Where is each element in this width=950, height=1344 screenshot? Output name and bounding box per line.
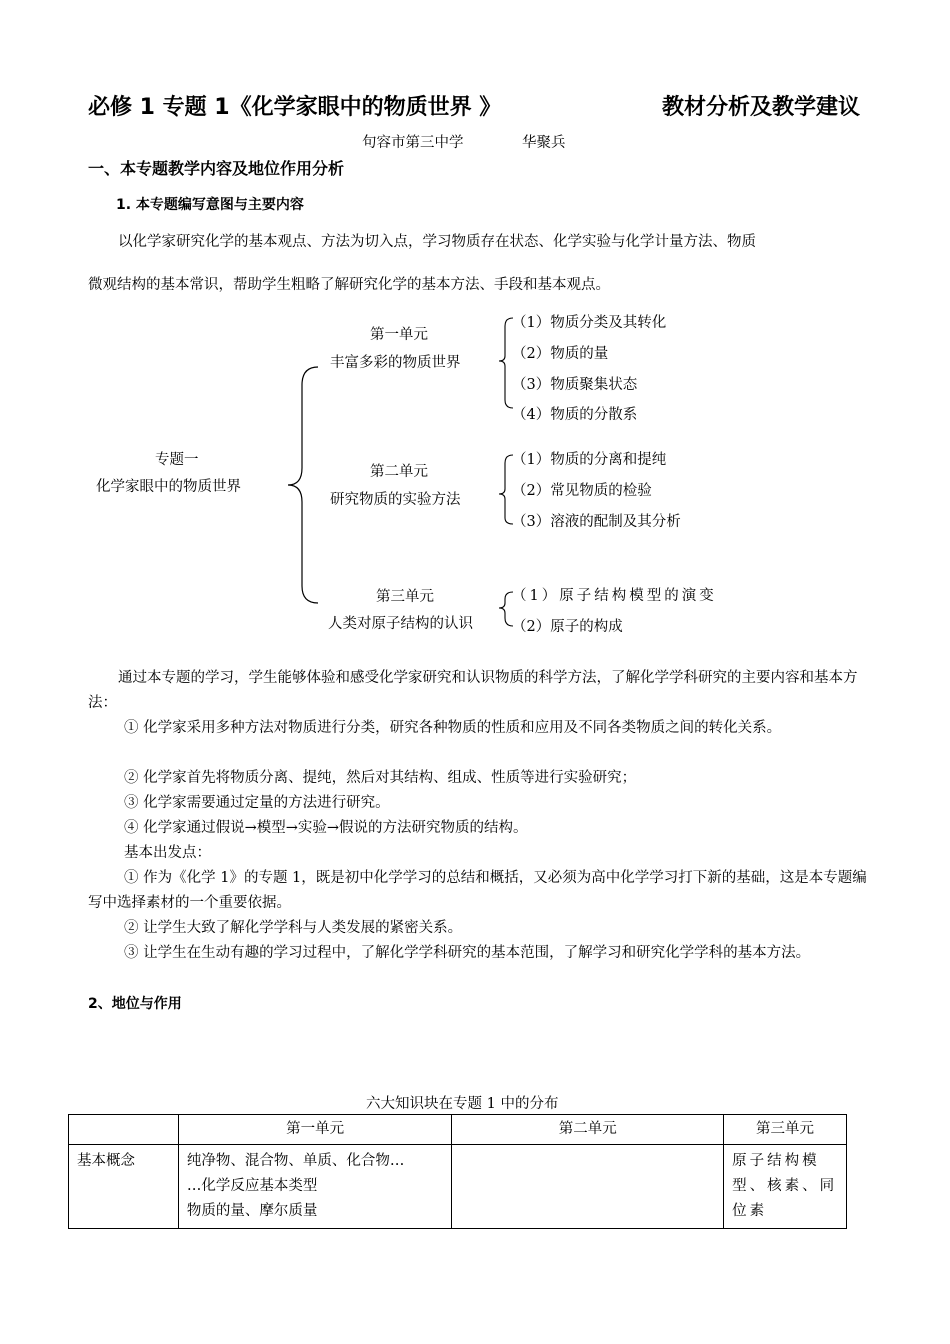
unit-2-item-3-clip (512, 507, 732, 530)
table-header-unit-3: 第三单元 (724, 1115, 847, 1145)
method-item-4: ④ 化学家通过假说→模型→实验→假说的方法研究物质的结构。 (124, 820, 528, 836)
unit-1-item-1: （1）物质分类及其转化 (512, 315, 667, 331)
unit-1-topic: 丰富多彩的物质世界 (330, 355, 461, 371)
table-header-unit-1: 第一单元 (178, 1115, 452, 1145)
unit-2-item-3: （3）溶液的配制及其分析 (512, 514, 681, 530)
method-item-3: ③ 化学家需要通过定量的方法进行研究。 (124, 795, 390, 811)
section-1-heading: 一、本专题教学内容及地位作用分析 (88, 159, 345, 178)
diagram-root-line-1: 专题一 (155, 452, 199, 468)
method-item-1: ① 化学家采用多种方法对物质进行分类，研究各种物质的性质和应用及不同各类物质之间的转化关系。 (124, 720, 782, 736)
row-label: 基本概念 (69, 1145, 179, 1229)
unit-3-topic: 人类对原子结构的认识 (328, 616, 473, 632)
row-unit-1-line-2: …化学反应基本类型 (186, 1178, 318, 1194)
unit-1-item-2: （2）物质的量 (512, 346, 609, 362)
knowledge-distribution-table (68, 1114, 847, 1229)
row-unit-1-line-3: 物质的量、摩尔质量 (186, 1203, 318, 1219)
unit-2-item-1: （1）物质的分离和提纯 (512, 452, 667, 468)
intro-paragraph-line-2: 微观结构的基本常识，帮助学生粗略了解研究化学的基本方法、手段和基本观点。 (88, 277, 610, 293)
unit-2-item-2: （2）常见物质的检验 (512, 483, 652, 499)
section-2-heading: 2、地位与作用 (88, 996, 182, 1012)
intro-paragraph-line-1: 以化学家研究化学的基本观点、方法为切入点，学习物质存在状态、化学实验与化学计量方法、物质 (118, 234, 756, 250)
diagram-root-line-2: 化学家眼中的物质世界 (96, 479, 241, 495)
row-unit-3-cell: 原子结构模型、核素、同位素 (724, 1145, 847, 1229)
subsection-1-heading: 1. 本专题编写意图与主要内容 (116, 197, 304, 213)
unit-1-item-4: （4）物质的分散系 (512, 407, 638, 423)
unit-1-item-4-clip (512, 398, 712, 423)
unit-2-topic: 研究物质的实验方法 (330, 492, 461, 508)
table-header-unit-2: 第二单元 (452, 1115, 724, 1145)
body-paragraph-1: 通过本专题的学习，学生能够体验和感受化学家研究和认识物质的科学方法，了解化学学科研究的主要内容和基本方法： (88, 670, 858, 711)
unit-1-item-3: （3）物质聚集状态 (512, 377, 638, 393)
author-school: 句容市第三中学 (362, 135, 464, 151)
starting-point-2: ② 让学生大致了解化学学科与人类发展的紧密关系。 (124, 920, 463, 936)
author-name: 华聚兵 (522, 135, 566, 151)
row-unit-1-cell (178, 1145, 452, 1229)
diagram-braces (0, 0, 950, 640)
table-header-row (69, 1115, 847, 1145)
row-unit-1-line-1: 纯净物、混合物、单质、化合物… (186, 1153, 405, 1169)
unit-1-brace (499, 318, 513, 408)
method-item-2: ② 化学家首先将物质分离、提纯，然后对其结构、组成、性质等进行实验研究； (124, 770, 637, 786)
unit-2-brace (499, 455, 513, 524)
table-header-empty (69, 1115, 179, 1145)
unit-2-name: 第二单元 (370, 464, 428, 480)
unit-1-name: 第一单元 (370, 327, 428, 343)
document-subtitle: 教材分析及教学建议 (662, 95, 861, 120)
table-caption: 六大知识块在专题 1 中的分布 (366, 1096, 559, 1112)
unit-3-item-2: （2）原子的构成 (512, 619, 623, 635)
unit-3-name: 第三单元 (376, 589, 434, 605)
unit-3-item-1: （1）原子结构模型的演变 (512, 588, 717, 604)
table-row (69, 1145, 847, 1229)
document-title: 必修 1 专题 1《化学家眼中的物质世界 》 (88, 95, 502, 120)
starting-points-label: 基本出发点： (124, 845, 211, 861)
starting-point-3: ③ 让学生在生动有趣的学习过程中，了解化学学科研究的基本范围，了解学习和研究化学学科的基本方法。 (124, 945, 811, 961)
main-brace (288, 367, 318, 603)
starting-point-1: ① 作为《化学 1》的专题 1，既是初中化学学习的总结和概括，又必须为高中化学学习打下新的基础，这是本专题编写中选择素材的一个重要依据。 (88, 870, 867, 911)
row-unit-2-cell (452, 1145, 724, 1229)
unit-3-brace (499, 592, 513, 626)
